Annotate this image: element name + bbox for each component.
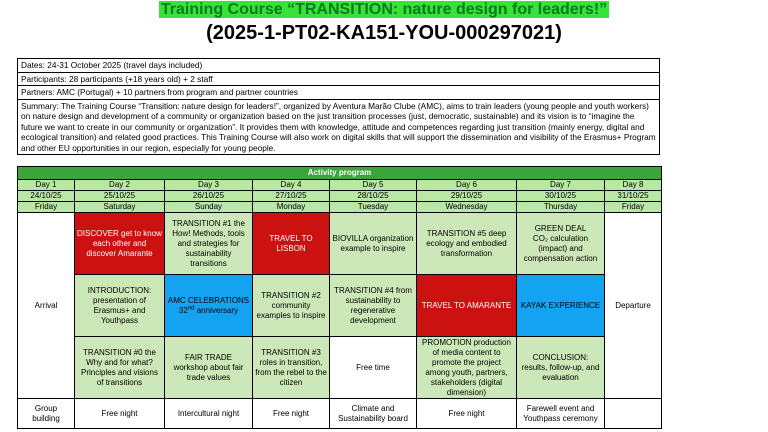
- activity-transition-3: TRANSITION #3 roles in transition, from the rebel to the citizen: [253, 337, 330, 399]
- date-label: 24/10/25: [18, 191, 75, 202]
- activity-transition-4: TRANSITION #4 from sustainability to regenerative development: [330, 275, 417, 337]
- day-label: Day 7: [517, 180, 605, 191]
- activity-biovilla: BIOVILLA organization example to inspire: [330, 213, 417, 275]
- activity-travel-amarante: TRAVEL TO AMARANTE: [417, 275, 517, 337]
- info-participants: Participants: 28 participants (+18 years old) + 2 staff: [18, 72, 660, 86]
- date-label: 30/10/25: [517, 191, 605, 202]
- day-label: Day 5: [330, 180, 417, 191]
- evening-free-night: Free night: [253, 399, 330, 429]
- evening-group-building: Group building: [18, 399, 75, 429]
- evening-intercultural: Intercultural night: [165, 399, 253, 429]
- departure-cell: Departure: [605, 213, 662, 399]
- weekday-label: Friday: [605, 202, 662, 213]
- day-label: Day 1: [18, 180, 75, 191]
- weekday-label: Sunday: [165, 202, 253, 213]
- course-title: Training Course “TRANSITION: nature design for leaders!”: [160, 1, 608, 18]
- celebrations-title: AMC CELEBRATIONS: [167, 295, 250, 305]
- activity-discover: DISCOVER get to know each other and discover Amarante: [75, 213, 165, 275]
- evening-free-night: Free night: [75, 399, 165, 429]
- activity-transition-5: TRANSITION #5 deep ecology and embodied transformation: [417, 213, 517, 275]
- date-label: 28/10/25: [330, 191, 417, 202]
- date-label: 26/10/25: [165, 191, 253, 202]
- info-summary: Summary: The Training Course “Transition: nature design for leaders!”, organized by Aventura Marão Clube (AMC), aims to train leaders (young people and youth workers) on nature design and development of a community or organization based on the just transition processes (just, democratic, sustainable) and its vision is to “imagine the future we want to create in our community or organization”. It provides them with knowledge, attitude and competences regarding just transition (mainly energy, digital and ecological transition) and related good practices. This Training Course will also work on digital skills that will support the dissemination and visibility of the Erasmus+ Program and other EU opportunities in our region, especially for young people.: [18, 99, 660, 155]
- evening-farewell: Farewell event and Youthpass ceremony: [517, 399, 605, 429]
- activity-travel-lisbon: TRAVEL TO LISBON: [253, 213, 330, 275]
- weekday-label: Monday: [253, 202, 330, 213]
- date-label: 29/10/25: [417, 191, 517, 202]
- day-label: Day 2: [75, 180, 165, 191]
- green-deal-title: GREEN DEAL: [534, 223, 587, 233]
- activity-conclusion: CONCLUSION: results, follow-up, and evaluation: [517, 337, 605, 399]
- weekday-label: Thursday: [517, 202, 605, 213]
- weekday-label: Friday: [18, 202, 75, 213]
- activity-free-time: Free time: [330, 337, 417, 399]
- evening-free-night: Free night: [417, 399, 517, 429]
- day-label: Day 3: [165, 180, 253, 191]
- activity-introduction: INTRODUCTION: presentation of Erasmus+ and Youthpass: [75, 275, 165, 337]
- info-partners: Partners: AMC (Portugal) + 10 partners from program and partner countries: [18, 86, 660, 100]
- activity-fair-trade: FAIR TRADE workshop about fair trade values: [165, 337, 253, 399]
- date-label: 25/10/25: [75, 191, 165, 202]
- green-deal-desc: CO₂ calculation (impact) and compensation action: [523, 233, 598, 263]
- activity-transition-2: TRANSITION #2 community examples to inspire: [253, 275, 330, 337]
- date-label: 31/10/25: [605, 191, 662, 202]
- activity-program-header: Activity program: [18, 167, 662, 180]
- activity-program-table: [17, 166, 662, 429]
- day-label: Day 6: [417, 180, 517, 191]
- activity-green-deal: [517, 213, 605, 275]
- evening-empty: [605, 399, 662, 429]
- day-label: Day 8: [605, 180, 662, 191]
- activity-transition-1: TRANSITION #1 the How! Methods, tools and strategies for sustainability transitions: [165, 213, 253, 275]
- activity-transition-0: TRANSITION #0 the Why and for what? Principles and visions of transitions: [75, 337, 165, 399]
- weekday-label: Wednesday: [417, 202, 517, 213]
- activity-kayak: KAYAK EXPERIENCE: [517, 275, 605, 337]
- info-table: [17, 58, 660, 155]
- arrival-cell: Arrival: [18, 213, 75, 399]
- activity-amc-celebrations: AMC CELEBRATIONS 32nd anniversary: [165, 275, 253, 337]
- info-dates: Dates: 24-31 October 2025 (travel days included): [18, 59, 660, 73]
- day-label: Day 4: [253, 180, 330, 191]
- activity-promotion: PROMOTION production of media content to promote the project among youth, partners, stakeholders (digital dimension): [417, 337, 517, 399]
- project-code: (2025-1-PT02-KA151-YOU-000297021): [206, 22, 562, 44]
- weekday-label: Saturday: [75, 202, 165, 213]
- evening-climate-board: Climate and Sustainability board: [330, 399, 417, 429]
- weekday-label: Tuesday: [330, 202, 417, 213]
- date-label: 27/10/25: [253, 191, 330, 202]
